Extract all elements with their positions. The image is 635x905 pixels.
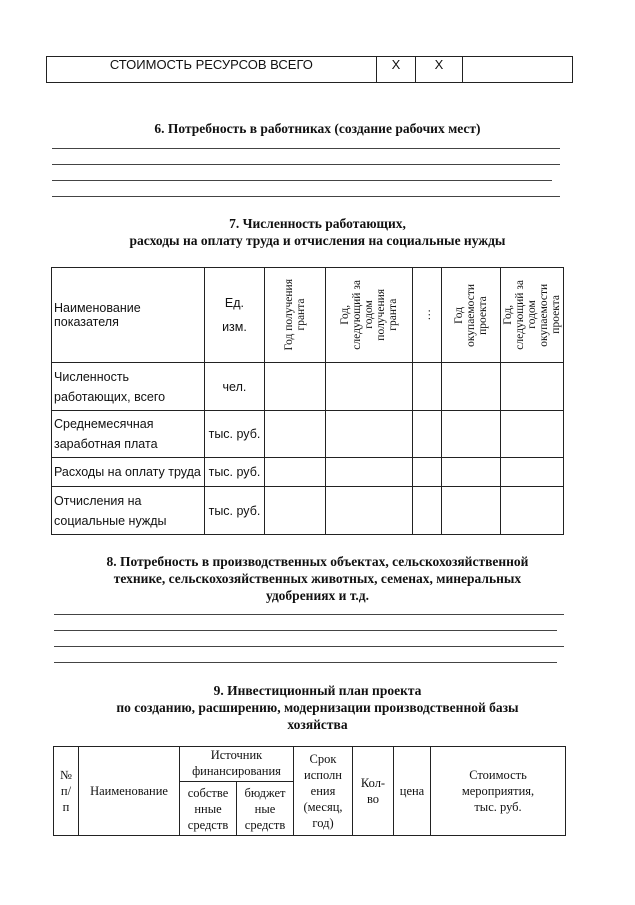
table-row xyxy=(52,411,564,458)
resources-total-x1: X xyxy=(376,57,415,83)
section9-title-1: 9. Инвестиционный план проекта xyxy=(213,683,422,698)
cell xyxy=(501,363,564,411)
section6-line-4 xyxy=(52,196,560,197)
section6-line-2 xyxy=(52,164,560,165)
cell xyxy=(501,458,564,487)
header-payback-year xyxy=(442,268,501,363)
header-cost: Стоимость мероприятия, тыс. руб. xyxy=(431,747,566,836)
cell xyxy=(442,363,501,411)
row-unit: тыс. руб. xyxy=(205,458,265,487)
row-name: Расходы на оплату труда xyxy=(52,458,205,487)
header-indicator: Наименование показателя xyxy=(52,268,205,363)
cell xyxy=(326,411,413,458)
header-budget-funds: бюджет ные средств xyxy=(237,782,294,836)
cell xyxy=(412,363,441,411)
header-unit-line2: изм. xyxy=(222,320,247,334)
cell xyxy=(412,487,441,535)
cell xyxy=(264,458,325,487)
section8-title-2: технике, сельскохозяйственных животных, семенах, минеральных xyxy=(113,571,522,586)
header-grant-year xyxy=(264,268,325,363)
section7-title-2: расходы на оплату труда и отчисления на социальные нужды xyxy=(129,233,506,248)
table-row xyxy=(52,363,564,411)
header-own-funds: собстве нные средств xyxy=(180,782,237,836)
table-row xyxy=(52,458,564,487)
row-name: Отчисления на социальные нужды xyxy=(52,487,205,535)
cell xyxy=(442,411,501,458)
header-price: цена xyxy=(394,747,431,836)
header-unit xyxy=(205,268,265,363)
header-num: № п/ п xyxy=(54,747,79,836)
cell xyxy=(501,487,564,535)
header-after-payback-text: Год, следующий за годом окупаемости проекта xyxy=(502,280,563,350)
table-row xyxy=(52,487,564,535)
cell xyxy=(264,487,325,535)
resources-total-x2: X xyxy=(416,57,463,83)
section8-line-2 xyxy=(54,630,557,631)
cell xyxy=(326,487,413,535)
cell xyxy=(412,411,441,458)
section8-line-3 xyxy=(54,646,564,647)
row-name: Среднемесячная заработная плата xyxy=(52,411,205,458)
section6-line-3 xyxy=(52,180,552,181)
header-source: Источник финансирования xyxy=(180,747,294,782)
cell xyxy=(442,487,501,535)
row-unit: чел. xyxy=(205,363,265,411)
cell xyxy=(501,411,564,458)
cell xyxy=(412,458,441,487)
section8-line-1 xyxy=(54,614,564,615)
resources-total-table xyxy=(46,56,573,83)
header-qty: Кол- во xyxy=(353,747,394,836)
resources-total-empty xyxy=(462,57,572,83)
header-grant-year-text: Год получения гранта xyxy=(283,279,308,351)
header-next-year xyxy=(326,268,413,363)
investment-plan-table xyxy=(53,746,566,836)
section8-title-3: удобрениях и т.д. xyxy=(265,588,370,603)
header-payback-year-text: Год окупаемости проекта xyxy=(453,283,490,347)
cell xyxy=(442,458,501,487)
section9-title-3: хозяйства xyxy=(287,717,348,732)
section8-line-4 xyxy=(54,662,557,663)
section8-title-1: 8. Потребность в производственных объектах, сельскохозяйственной xyxy=(106,554,529,569)
section7-title-1: 7. Численность работающих, xyxy=(229,216,406,231)
header-term: Срок исполн ения (месяц, год) xyxy=(294,747,353,836)
row-unit: тыс. руб. xyxy=(205,411,265,458)
header-name: Наименование xyxy=(79,747,180,836)
section6-title: 6. Потребность в работниках (создание рабочих мест) xyxy=(154,121,481,136)
row-unit: тыс. руб. xyxy=(205,487,265,535)
resources-total-label: СТОИМОСТЬ РЕСУРСОВ ВСЕГО xyxy=(47,57,377,83)
header-ellipsis-text: … xyxy=(421,309,434,321)
section6-line-1 xyxy=(52,148,560,149)
header-unit-line1: Ед. xyxy=(224,296,245,310)
cell xyxy=(264,363,325,411)
row-name: Численность работающих, всего xyxy=(52,363,205,411)
header-ellipsis xyxy=(412,268,441,363)
cell xyxy=(326,363,413,411)
header-after-payback xyxy=(501,268,564,363)
cell xyxy=(264,411,325,458)
cell xyxy=(326,458,413,487)
workers-table xyxy=(51,267,564,535)
section9-title-2: по созданию, расширению, модернизации производственной базы xyxy=(116,700,519,715)
header-next-year-text: Год, следующий за годом получения гранта xyxy=(339,280,400,350)
